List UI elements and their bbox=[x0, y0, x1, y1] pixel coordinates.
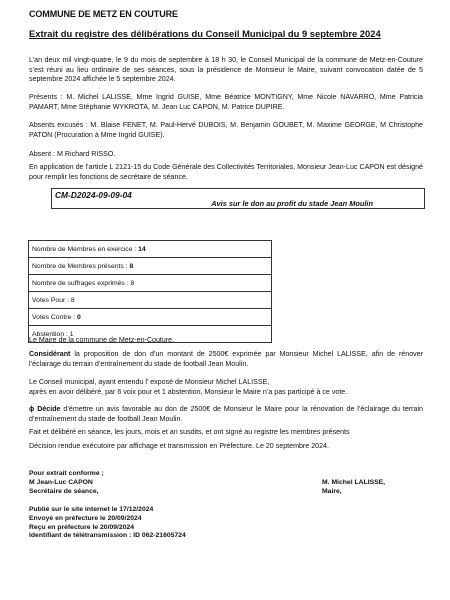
decide-lead: ϕ Décide bbox=[29, 405, 61, 413]
votes-value: 8 bbox=[130, 279, 135, 287]
absent-line: Absent : M Richard RISSO. bbox=[29, 150, 116, 158]
maire-line: Le Maire de la commune de Metz-en-Couture, bbox=[29, 336, 175, 344]
executoire-line: Décision rendue exécutoire par affichage et transmission en Préfecture. Le 20 septembre 2024. bbox=[29, 442, 329, 450]
extrait-conforme: Pour extrait conforme ; bbox=[29, 470, 104, 477]
publication-block bbox=[29, 506, 186, 541]
table-row bbox=[29, 258, 272, 275]
publication-envoye: Envoyé en préfecture le 20/09/2024 bbox=[29, 514, 142, 522]
table-row bbox=[29, 241, 272, 258]
votes-label: Nombre de Membres en exercice : bbox=[32, 245, 139, 253]
votes-cell bbox=[29, 241, 272, 258]
deliberation-box bbox=[51, 188, 425, 209]
votes-label: Votes Contre : bbox=[32, 313, 77, 321]
decide-text: d’émettre un avis favorable au don de 2500€ de Monsieur le Maire pour la rénovation de l’éclairage du terrain d’entraînement du stade de football Jean Moulin. bbox=[29, 405, 423, 423]
votes-table bbox=[28, 240, 272, 343]
absents-paragraph: Absents excusés : M. Blaise FENET, M. Paul-Hervé DUBOIS, M. Benjamin GOUBET, M. Maxime GEORGE, M Christophe PATON (Procuration à Mme Ingrid GUISE). bbox=[29, 121, 423, 139]
secretaire-paragraph: En application de l’article L 2121-15 du Code Générale des Collectivités Territoriales, Monsieur Jean-Luc CAPON est désigné pour remplir les fonctions de secrétaire de séance. bbox=[29, 163, 423, 181]
intro-paragraph: L’an deux mil vingt-quatre, le 9 du mois de septembre à 18 h 30, le Conseil Municipal de la commune de Metz-en-Couture s’est réuni au lieu ordinaire de ses séances, sous la présidence de Monsieur le Maire, suivant convocation datée de 5 septembre 2024 affichée le 5 septembre 2024. bbox=[29, 56, 423, 84]
votes-value: 8 bbox=[129, 262, 134, 270]
deliberation-reference: CM-D2024-09-09-04 bbox=[55, 190, 132, 200]
maire-name: M. Michel LALISSE, bbox=[322, 479, 386, 486]
votes-label: Nombre de Membres présents : bbox=[32, 262, 130, 270]
votes-value: 14 bbox=[138, 245, 146, 253]
votes-label: Abstention : bbox=[32, 330, 70, 338]
considerant-text: la proposition de don d’un montant de 2500€ exprimée par Monsieur Michel LALISSE, afin de rénover l’éclairage du terrain d’entraînement du stade de football Jean Moulin. bbox=[29, 350, 423, 368]
conseil-line: Le Conseil municipal, ayant entendu l’ exposé de Monsieur Michel LALISSE, bbox=[29, 378, 270, 386]
votes-value: 1 bbox=[69, 330, 74, 338]
maire-role: Maire, bbox=[322, 487, 342, 495]
votes-cell bbox=[29, 309, 272, 326]
commune-name: COMMUNE DE METZ EN COUTURE bbox=[29, 9, 178, 19]
table-row bbox=[29, 309, 272, 326]
votes-label: Votes Pour : bbox=[32, 296, 71, 304]
votes-value: 8 bbox=[70, 296, 75, 304]
votes-cell bbox=[29, 292, 272, 309]
presents-paragraph: Présents : M. Michel LALISSE, Mme Ingrid GUISE, Mme Béatrice MONTIGNY, Mme Nicole NAVARRO, Mme Patricia PAMART, Mme Stéphanie WYKROTA, M. Jean Luc CAPON, M. Patrice DUPIRE. bbox=[29, 93, 423, 111]
votes-label: Nombre de suffrages exprimés : bbox=[32, 279, 131, 287]
publication-internet: Publié sur le site internet le 17/12/2024 bbox=[29, 506, 154, 513]
considerant-lead: Considérant bbox=[29, 350, 71, 358]
considerant-paragraph bbox=[29, 350, 423, 369]
table-row bbox=[29, 292, 272, 309]
document-title: Extrait du registre des délibérations du Conseil Municipal du 9 septembre 2024 bbox=[29, 28, 381, 39]
table-row bbox=[29, 275, 272, 292]
votes-value: 0 bbox=[76, 313, 81, 321]
fait-line: Fait et délibéré en séance, les jours, mois et an susdits, et ont signé au registre les membres présents bbox=[29, 428, 350, 436]
signature-left bbox=[29, 470, 104, 496]
deliberation-subject: Avis sur le don au profit du stade Jean Moulin bbox=[211, 199, 373, 208]
secretaire-role: Secrétaire de séance, bbox=[29, 487, 99, 495]
secretaire-name: M Jean-Luc CAPON bbox=[29, 478, 93, 486]
votes-cell bbox=[29, 258, 272, 275]
votes-cell bbox=[29, 275, 272, 292]
signature-right bbox=[322, 479, 385, 497]
apres-avis-line: après en avoir délibéré, par 6 voix pour et 1 abstention, Monsieur le Maire n’a pas participé à ce vote. bbox=[29, 388, 348, 396]
publication-recu: Reçu en préfecture le 20/09/2024 bbox=[29, 523, 135, 531]
publication-identifiant: Identifiant de télétransmission : ID 062-21605724 bbox=[29, 532, 186, 540]
decide-paragraph bbox=[29, 405, 423, 424]
